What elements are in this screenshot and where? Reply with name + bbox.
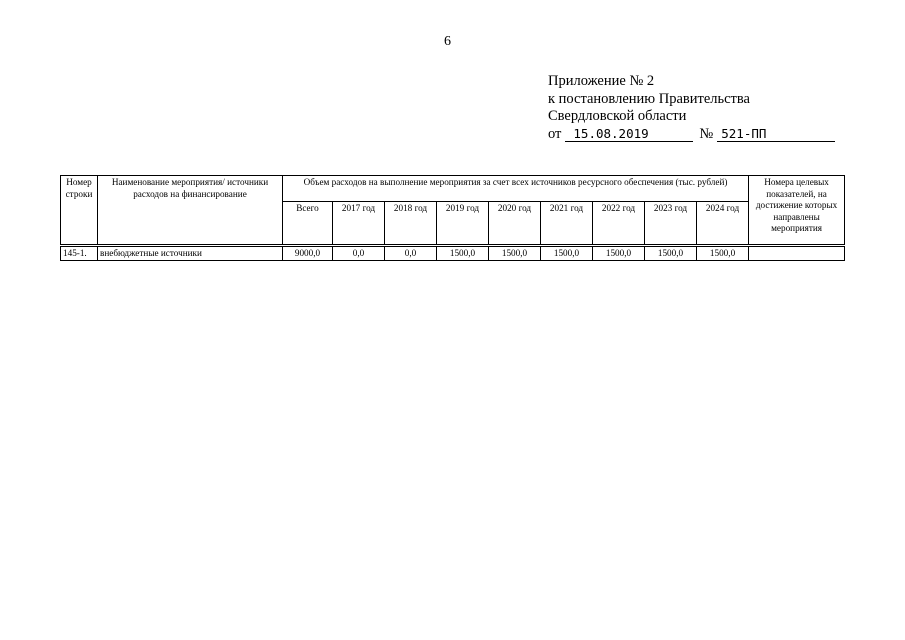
header-name: Наименование мероприятия/ источники расходов на финансирование (98, 176, 283, 246)
row-year-value-cell: 1500,0 (489, 246, 541, 261)
header-year: 2022 год (593, 202, 645, 246)
table-row (61, 246, 845, 261)
row-year-value-cell: 1500,0 (593, 246, 645, 261)
row-year-value-cell: 1500,0 (697, 246, 749, 261)
appendix-region: Свердловской области (548, 108, 687, 124)
row-year-value-cell: 1500,0 (645, 246, 697, 261)
table-header-row-1 (61, 176, 845, 202)
header-total: Всего (283, 202, 333, 246)
header-year: 2021 год (541, 202, 593, 246)
appendix-date-number-row (548, 126, 835, 144)
row-year-value-cell: 0,0 (333, 246, 385, 261)
row-number-cell: 145-1. (61, 246, 98, 261)
header-year: 2024 год (697, 202, 749, 246)
expenses-table (60, 175, 845, 261)
header-year: 2017 год (333, 202, 385, 246)
row-year-value-cell: 1500,0 (541, 246, 593, 261)
number-prefix: № (699, 125, 714, 142)
header-year: 2019 год (437, 202, 489, 246)
row-name-cell: внебюджетные источники (98, 246, 283, 261)
page-number: 6 (444, 34, 451, 49)
row-total-cell: 9000,0 (283, 246, 333, 261)
header-volume: Объем расходов на выполнение мероприятия за счет всех источников ресурсного обеспечения (тыс. рублей) (283, 176, 749, 202)
appendix-reference: к постановлению Правительства (548, 90, 750, 107)
header-year: 2023 год (645, 202, 697, 246)
header-targets: Номера целевых показателей, на достижение которых направлены мероприятия (749, 176, 845, 246)
appendix-title: Приложение № 2 (548, 73, 655, 89)
decree-date: 15.08.2019 (565, 127, 693, 142)
header-year: 2020 год (489, 202, 541, 246)
row-targets-cell (749, 246, 845, 261)
row-year-value-cell: 1500,0 (437, 246, 489, 261)
header-year: 2018 год (385, 202, 437, 246)
date-prefix: от (548, 125, 562, 142)
header-row-number: Номер строки (61, 176, 98, 246)
appendix-block (548, 73, 835, 143)
row-year-value-cell: 0,0 (385, 246, 437, 261)
decree-number: 521-ПП (717, 127, 835, 142)
